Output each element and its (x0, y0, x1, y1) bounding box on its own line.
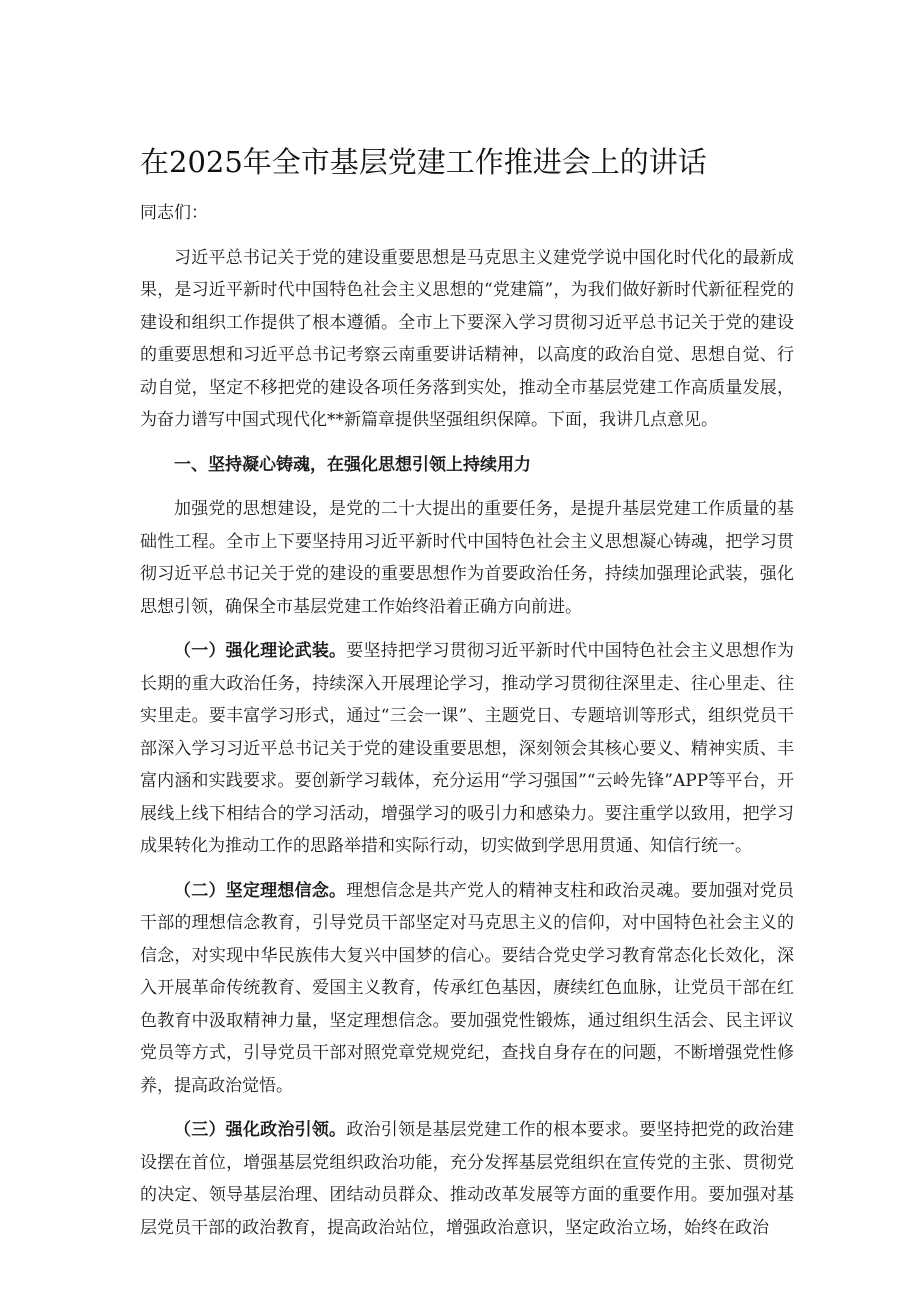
item-paragraph-3 (140, 1114, 794, 1244)
item-heading-1: （一）强化理论武装。 (174, 641, 347, 661)
item-heading-3: （三）强化政治引领。 (174, 1120, 347, 1140)
document-body (140, 197, 794, 1253)
item-text-3: 政治引领是基层党建工作的根本要求。要坚持把党的政治建设摆在首位，增强基层党组织政治功能，充分发挥基层党组织在宣传党的主张、贯彻党的决定、领导基层治理、团结动员群众、推动改革发展等方面的重要作用。要加强对基层党员干部的政治教育，提高政治站位，增强政治意识，坚定政治立场，始终在政治 (140, 1120, 795, 1238)
item-paragraph-2 (140, 875, 794, 1103)
item-text-2: 理想信念是共产党人的精神支柱和政治灵魂。要加强对党员干部的理想信念教育，引导党员干部坚定对马克思主义的信仰，对中国特色社会主义的信念，对实现中华民族伟大复兴中国梦的信心。要结合党史学习教育常态化长效化，深入开展革命传统教育、爱国主义教育，传承红色基因，赓续红色血脉，让党员干部在红色教育中汲取精神力量，坚定理想信念。要加强党性锻炼，通过组织生活会、民主评议党员等方式，引导党员干部对照党章党规党纪，查找自身存在的问题，不断增强党性修养，提高政治觉悟。 (140, 880, 795, 1096)
item-paragraph-1 (140, 635, 794, 863)
item-text-1: 要坚持把学习贯彻习近平新时代中国特色社会主义思想作为长期的重大政治任务，持续深入开展理论学习，推动学习贯彻往深里走、往心里走、往实里走。要丰富学习形式，通过“三会一课”、主题党日、专题培训等形式，组织党员干部深入学习习近平总书记关于党的建设重要思想，深刻领会其核心要义、精神实质、丰富内涵和实践要求。要创新学习载体，充分运用“学习强国”“云岭先锋”APP等平台，开展线上线下相结合的学习活动，增强学习的吸引力和感染力。要注重学以致用，把学习成果转化为推动工作的思路举措和实际行动，切实做到学思用贯通、知信行统一。 (140, 641, 795, 856)
intro-paragraph: 习近平总书记关于党的建设重要思想是马克思主义建党学说中国化时代化的最新成果，是习近平新时代中国特色社会主义思想的“党建篇”，为我们做好新时代新征程党的建设和组织工作提供了根本遵循。全市上下要深入学习贯彻习近平总书记关于党的建设的重要思想和习近平总书记考察云南重要讲话精神，以高度的政治自觉、思想自觉、行动自觉，坚定不移把党的建设各项任务落到实处，推动全市基层党建工作高质量发展，为奋力谱写中国式现代化**新篇章提供坚强组织保障。下面，我讲几点意见。 (140, 247, 794, 430)
section-intro-paragraph: 加强党的思想建设，是党的二十大提出的重要任务，是提升基层党建工作质量的基础性工程。全市上下要坚持用习近平新时代中国特色社会主义思想凝心铸魂，把学习贯彻习近平总书记关于党的建设的重要思想作为首要政治任务，持续加强理论武装，强化思想引领，确保全市基层党建工作始终沿着正确方向前进。 (140, 499, 794, 617)
document-title: 在2025年全市基层党建工作推进会上的讲话 (140, 145, 707, 179)
item-heading-2: （二）坚定理想信念。 (174, 880, 347, 901)
salutation: 同志们： (140, 203, 208, 223)
section-heading: 一、坚持凝心铸魂，在强化思想引领上持续用力 (174, 454, 531, 475)
